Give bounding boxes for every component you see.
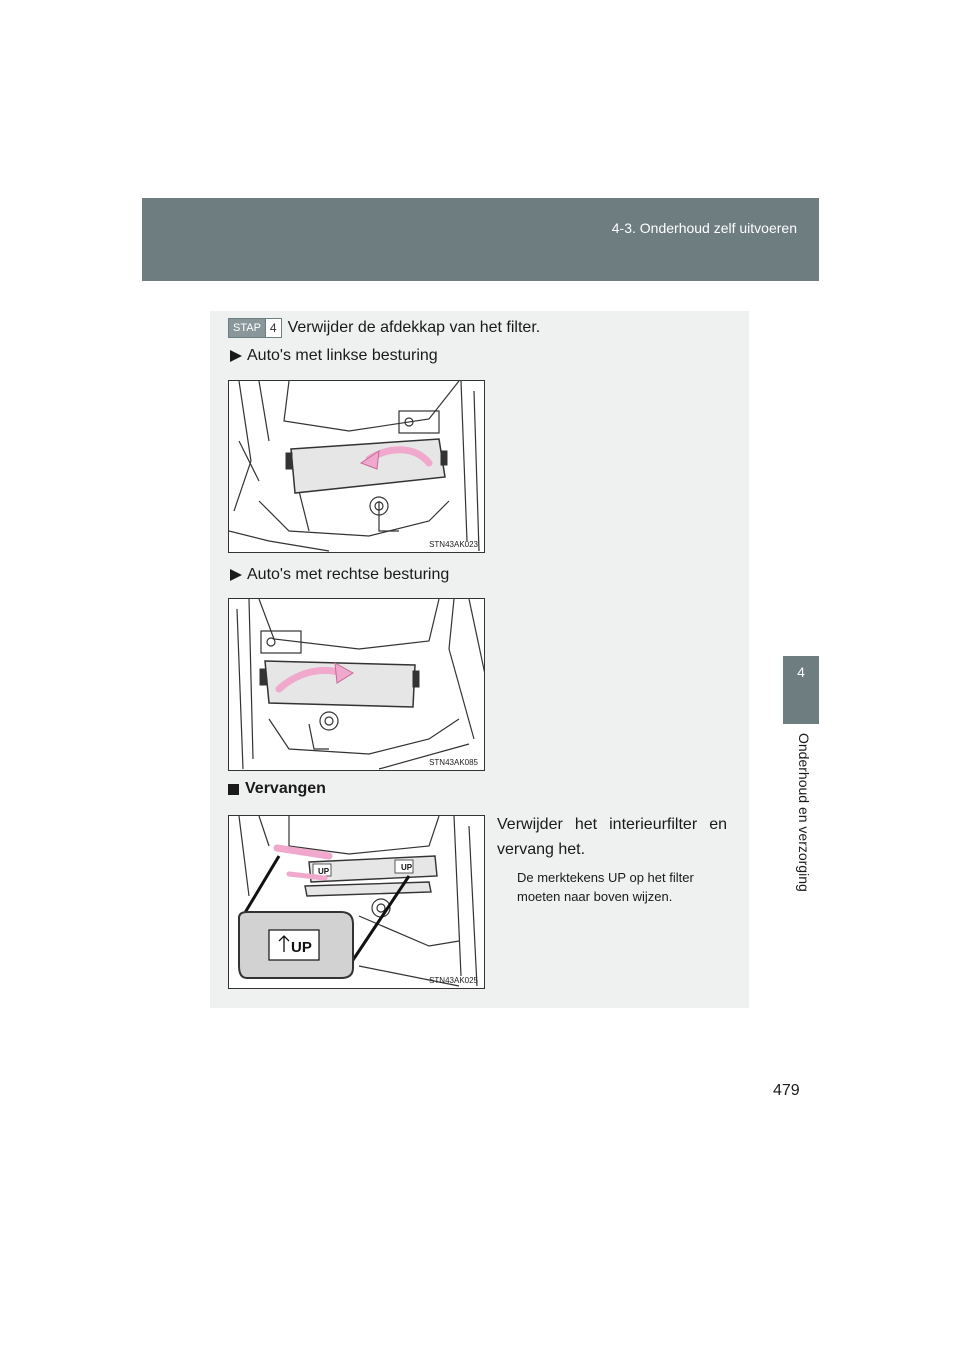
chapter-tab: 4 [783,656,819,724]
step-number: 4 [266,318,282,338]
bullet-rhd-text: Auto's met rechtse besturing [247,566,450,583]
step-badge: STAP [228,318,266,338]
pointer-icon [230,569,242,581]
replace-note: De merktekens UP op het filter moeten naar boven wijzen. [517,870,694,904]
replace-instruction: Verwijder het interieurfilter en vervang het. [497,816,727,858]
up-mark-large: UP [291,939,312,956]
section-title: 4-3. Onderhoud zelf uitvoeren [611,220,797,236]
bullet-lhd-text: Auto's met linkse besturing [247,347,438,364]
figure-rhd [228,598,485,771]
figure-lhd-code: STN43AK023 [429,540,478,549]
step-line [228,318,540,338]
filter-replace-illustration [229,816,485,989]
square-bullet-icon [228,784,239,795]
replace-heading [228,780,326,798]
bullet-rhd [230,566,449,584]
page-number: 479 [773,1082,800,1099]
up-mark-small-2: UP [401,863,413,872]
figure-rhd-code: STN43AK085 [429,758,478,767]
pointer-icon [230,350,242,362]
figure-replace-code: STN43AK025 [429,976,478,985]
chapter-label: Onderhoud en verzorging [796,733,812,892]
figure-lhd [228,380,485,553]
header-bar [142,198,819,281]
replace-heading-text: Vervangen [245,780,326,797]
bullet-lhd [230,347,438,365]
figure-replace [228,815,485,989]
filter-cover-lhd-illustration [229,381,485,553]
up-mark-small-1: UP [318,867,330,876]
filter-cover-rhd-illustration [229,599,485,771]
step-text: Verwijder de afdekkap van het filter. [287,319,541,336]
